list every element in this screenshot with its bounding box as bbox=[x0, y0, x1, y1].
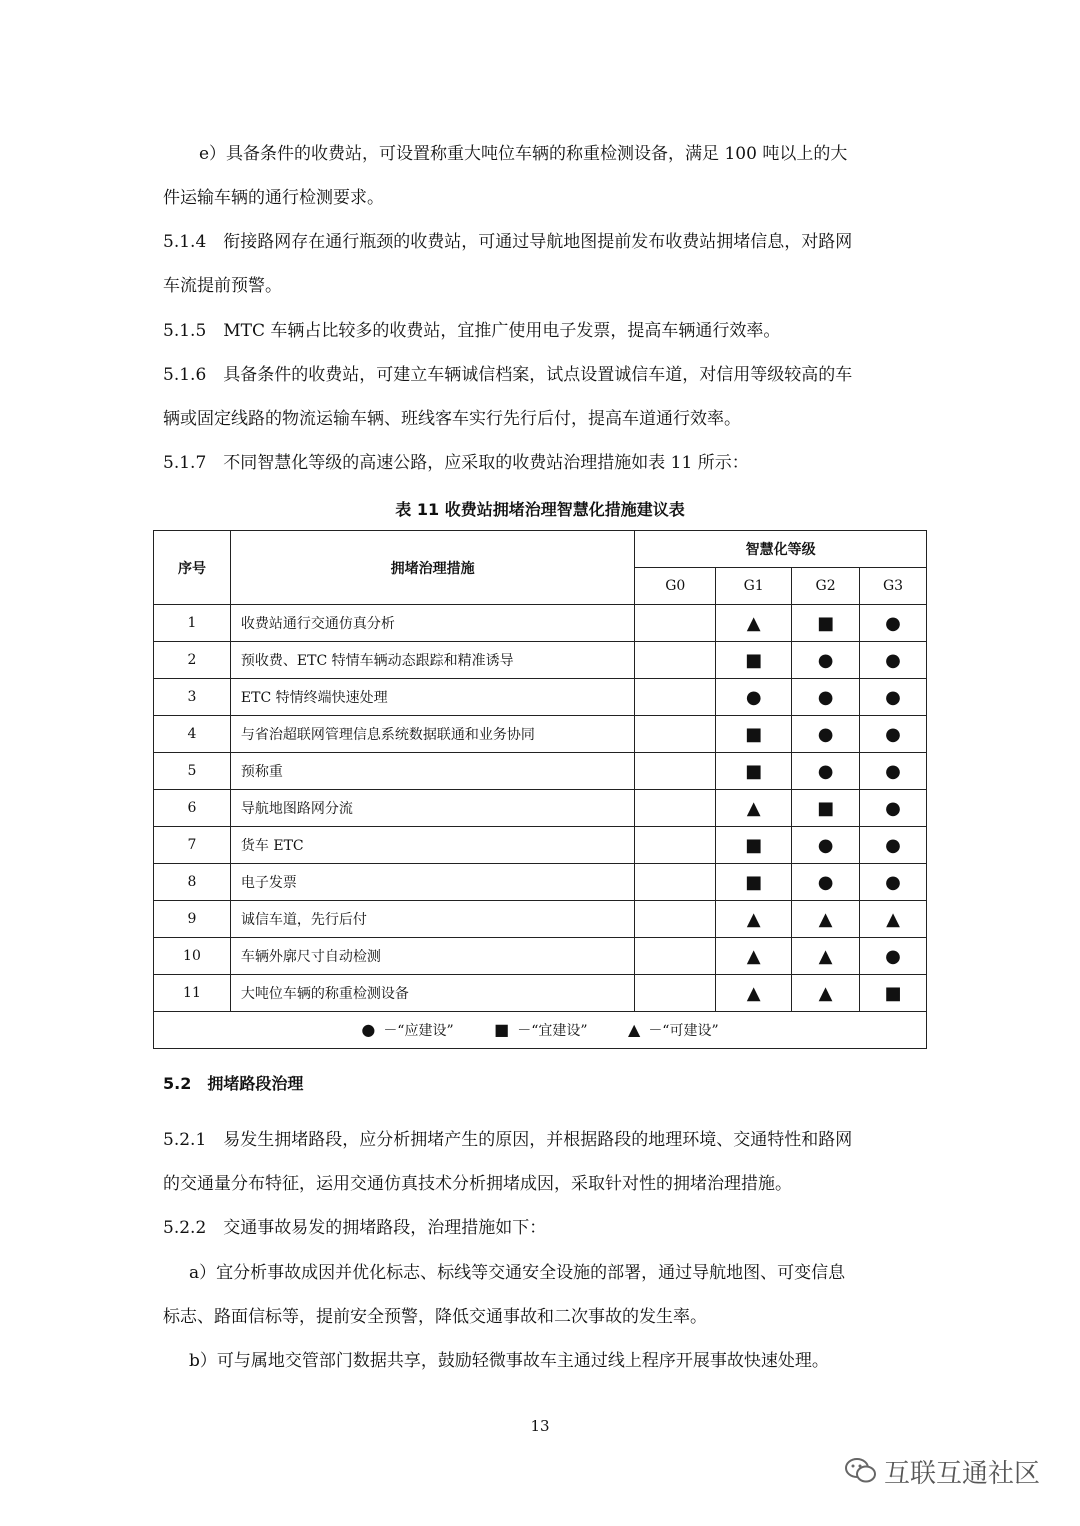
para-e-line1: e）具备条件的收费站，可设置称重大吨位车辆的称重检测设备，满足 100 吨以上的大 bbox=[199, 144, 848, 164]
row-g0 bbox=[635, 790, 716, 827]
row-g0 bbox=[635, 938, 716, 975]
circle-icon: ● bbox=[361, 1020, 376, 1039]
para-a-line2: 标志、路面信标等，提前安全预警，降低交通事故和二次事故的发生率。 bbox=[163, 1307, 707, 1327]
legend-item bbox=[494, 1020, 588, 1039]
page-number: 13 bbox=[530, 1417, 550, 1435]
row-g1: ■ bbox=[716, 753, 792, 790]
table-row bbox=[154, 864, 927, 901]
table-row bbox=[154, 716, 927, 753]
row-no: 7 bbox=[154, 827, 231, 864]
legend-item bbox=[628, 1020, 719, 1039]
row-g1: ▲ bbox=[716, 938, 792, 975]
table-row bbox=[154, 827, 927, 864]
para-521-line2: 的交通量分布特征，运用交通仿真技术分析拥堵成因，采取针对性的拥堵治理措施。 bbox=[163, 1174, 792, 1194]
row-g0 bbox=[635, 716, 716, 753]
row-measure: 预称重 bbox=[230, 753, 634, 790]
measures-table bbox=[153, 530, 927, 1049]
para-e-line2: 件运输车辆的通行检测要求。 bbox=[163, 188, 384, 208]
row-g2: ● bbox=[792, 679, 860, 716]
table-row bbox=[154, 679, 927, 716]
row-measure: 诚信车道，先行后付 bbox=[230, 901, 634, 938]
para-516-line2: 辆或固定线路的物流运输车辆、班线客车实行先行后付，提高车道通行效率。 bbox=[163, 409, 741, 429]
table-legend bbox=[154, 1012, 927, 1049]
row-no: 1 bbox=[154, 605, 231, 642]
row-g2: ▲ bbox=[792, 975, 860, 1012]
row-g1: ■ bbox=[716, 716, 792, 753]
legend-text: －“应建设” bbox=[383, 1023, 454, 1039]
row-g1: ● bbox=[716, 679, 792, 716]
row-g3: ● bbox=[860, 753, 927, 790]
row-g2: ■ bbox=[792, 790, 860, 827]
row-no: 4 bbox=[154, 716, 231, 753]
para-515: 5.1.5 MTC 车辆占比较多的收费站，宜推广使用电子发票，提高车辆通行效率。 bbox=[163, 321, 781, 341]
level-g2: G2 bbox=[792, 568, 860, 605]
para-522: 5.2.2 交通事故易发的拥堵路段，治理措施如下： bbox=[163, 1218, 547, 1238]
row-no: 11 bbox=[154, 975, 231, 1012]
row-measure: 与省治超联网管理信息系统数据联通和业务协同 bbox=[230, 716, 634, 753]
row-g1: ▲ bbox=[716, 901, 792, 938]
row-g0 bbox=[635, 679, 716, 716]
para-a-line1: a）宜分析事故成因并优化标志、标线等交通安全设施的部署，通过导航地图、可变信息 bbox=[189, 1263, 846, 1283]
table-row bbox=[154, 938, 927, 975]
row-g1: ▲ bbox=[716, 975, 792, 1012]
para-514-line1: 5.1.4 衔接路网存在通行瓶颈的收费站，可通过导航地图提前发布收费站拥堵信息，对路网 bbox=[163, 232, 853, 252]
row-measure: 大吨位车辆的称重检测设备 bbox=[230, 975, 634, 1012]
para-b-line1: b）可与属地交管部门数据共享，鼓励轻微事故车主通过线上程序开展事故快速处理。 bbox=[189, 1351, 829, 1371]
header-seq: 序号 bbox=[154, 531, 231, 605]
row-g0 bbox=[635, 975, 716, 1012]
row-g3: ■ bbox=[860, 975, 927, 1012]
row-g3: ● bbox=[860, 827, 927, 864]
legend-item bbox=[361, 1020, 454, 1039]
row-g2: ● bbox=[792, 864, 860, 901]
row-g0 bbox=[635, 753, 716, 790]
row-g2: ● bbox=[792, 827, 860, 864]
row-g2: ▲ bbox=[792, 901, 860, 938]
row-no: 3 bbox=[154, 679, 231, 716]
watermark-text: 互联互通社区 bbox=[884, 1459, 1041, 1489]
row-g3: ● bbox=[860, 716, 927, 753]
row-no: 2 bbox=[154, 642, 231, 679]
legend-text: －“宜建设” bbox=[517, 1023, 588, 1039]
level-g0: G0 bbox=[635, 568, 716, 605]
table-row bbox=[154, 642, 927, 679]
table-row bbox=[154, 975, 927, 1012]
table-row bbox=[154, 605, 927, 642]
row-g0 bbox=[635, 901, 716, 938]
triangle-icon: ▲ bbox=[628, 1020, 641, 1039]
square-icon: ■ bbox=[494, 1020, 510, 1039]
para-521-line1: 5.2.1 易发生拥堵路段，应分析拥堵产生的原因，并根据路段的地理环境、交通特性和路网 bbox=[163, 1130, 853, 1150]
header-level: 智慧化等级 bbox=[635, 531, 927, 568]
row-g0 bbox=[635, 827, 716, 864]
row-g1: ▲ bbox=[716, 790, 792, 827]
header-measure: 拥堵治理措施 bbox=[230, 531, 634, 605]
row-g3: ▲ bbox=[860, 901, 927, 938]
row-g3: ● bbox=[860, 864, 927, 901]
table-row bbox=[154, 790, 927, 827]
row-measure: ETC 特情终端快速处理 bbox=[230, 679, 634, 716]
row-g2: ● bbox=[792, 716, 860, 753]
wechat-icon bbox=[845, 1458, 877, 1484]
para-516-line1: 5.1.6 具备条件的收费站，可建立车辆诚信档案，试点设置诚信车道，对信用等级较高的车 bbox=[163, 365, 853, 385]
row-g1: ■ bbox=[716, 827, 792, 864]
legend-text: －“可建设” bbox=[648, 1023, 719, 1039]
table-row bbox=[154, 901, 927, 938]
row-g2: ● bbox=[792, 642, 860, 679]
row-measure: 车辆外廓尺寸自动检测 bbox=[230, 938, 634, 975]
section-heading: 5.2 拥堵路段治理 bbox=[163, 1074, 304, 1093]
row-g3: ● bbox=[860, 938, 927, 975]
row-measure: 预收费、ETC 特情车辆动态跟踪和精准诱导 bbox=[230, 642, 634, 679]
row-measure: 导航地图路网分流 bbox=[230, 790, 634, 827]
row-no: 10 bbox=[154, 938, 231, 975]
row-no: 8 bbox=[154, 864, 231, 901]
para-514-line2: 车流提前预警。 bbox=[163, 276, 282, 296]
row-g2: ● bbox=[792, 753, 860, 790]
row-no: 5 bbox=[154, 753, 231, 790]
row-measure: 货车 ETC bbox=[230, 827, 634, 864]
para-517: 5.1.7 不同智慧化等级的高速公路，应采取的收费站治理措施如表 11 所示： bbox=[163, 453, 749, 473]
row-measure: 电子发票 bbox=[230, 864, 634, 901]
row-g0 bbox=[635, 605, 716, 642]
row-g1: ■ bbox=[716, 642, 792, 679]
row-g1: ▲ bbox=[716, 605, 792, 642]
row-g3: ● bbox=[860, 790, 927, 827]
row-g0 bbox=[635, 864, 716, 901]
row-g3: ● bbox=[860, 642, 927, 679]
row-g2: ▲ bbox=[792, 938, 860, 975]
table-row bbox=[154, 753, 927, 790]
row-g2: ■ bbox=[792, 605, 860, 642]
table-caption: 表 11 收费站拥堵治理智慧化措施建议表 bbox=[395, 500, 685, 519]
level-g1: G1 bbox=[716, 568, 792, 605]
row-g3: ● bbox=[860, 605, 927, 642]
row-g1: ■ bbox=[716, 864, 792, 901]
row-g0 bbox=[635, 642, 716, 679]
row-g3: ● bbox=[860, 679, 927, 716]
row-no: 6 bbox=[154, 790, 231, 827]
row-no: 9 bbox=[154, 901, 231, 938]
level-g3: G3 bbox=[860, 568, 927, 605]
row-measure: 收费站通行交通仿真分析 bbox=[230, 605, 634, 642]
